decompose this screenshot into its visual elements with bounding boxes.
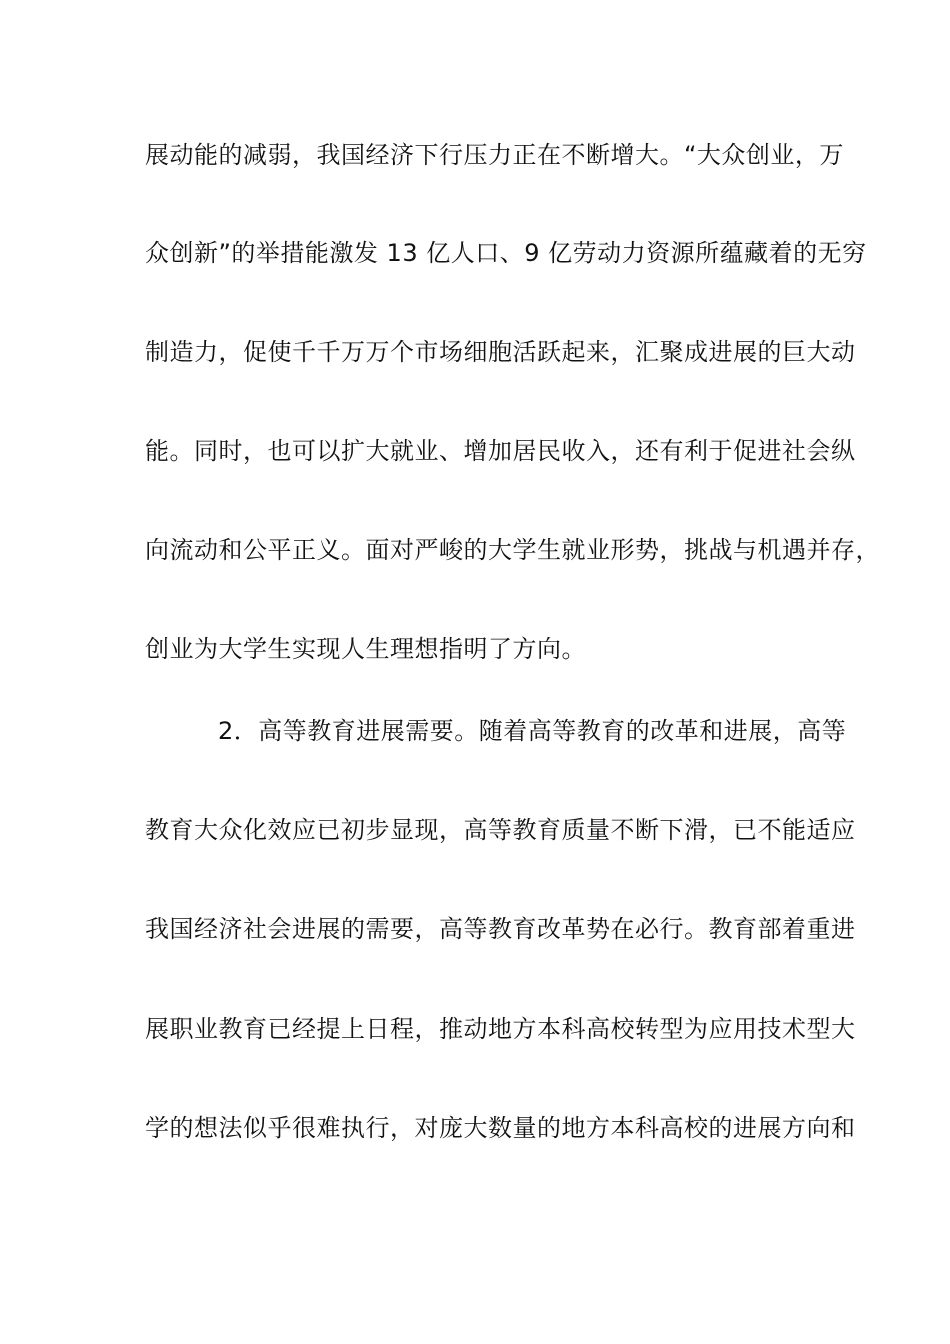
text-line-4: 能。同时，也可以扩大就业、增加居民收入，还有利于促进社会纵 bbox=[145, 437, 856, 465]
text-line-9: 我国经济社会进展的需要，高等教育改革势在必行。教育部着重进 bbox=[145, 915, 856, 943]
text-line-1: 展动能的减弱，我国经济下行压力正在不断增大。“大众创业，万 bbox=[145, 141, 844, 169]
text-line-5: 向流动和公平正义。面对严峻的大学生就业形势，挑战与机遇并存， bbox=[145, 536, 880, 564]
text-line-10: 展职业教育已经提上日程，推动地方本科高校转型为应用技术型大 bbox=[145, 1015, 856, 1043]
text-line-3: 制造力，促使千千万万个市场细胞活跃起来，汇聚成进展的巨大动 bbox=[145, 338, 856, 366]
text-line-2: 众创新”的举措能激发 13 亿人口、9 亿劳动力资源所蕴藏着的无穷 bbox=[145, 239, 867, 267]
text-line-11: 学的想法似乎很难执行，对庞大数量的地方本科高校的进展方向和 bbox=[145, 1114, 856, 1142]
text-line-8: 教育大众化效应已初步显现，高等教育质量不断下滑，已不能适应 bbox=[145, 816, 856, 844]
paragraph-2-first-line: 2．高等教育进展需要。随着高等教育的改革和进展，高等 bbox=[218, 717, 847, 745]
text-line-6: 创业为大学生实现人生理想指明了方向。 bbox=[145, 635, 586, 663]
